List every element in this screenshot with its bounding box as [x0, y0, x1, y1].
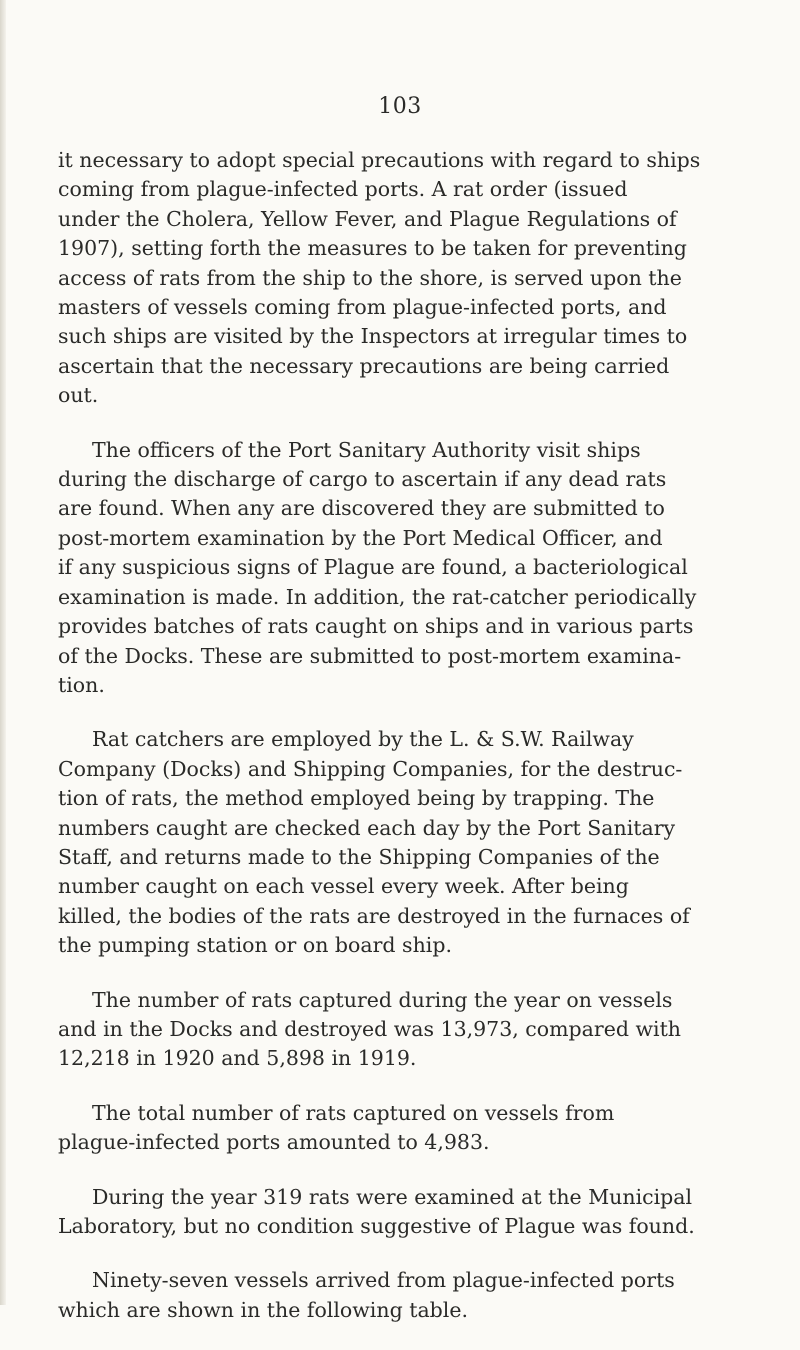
text-line: coming from plague-infected ports. A rat order (issued: [58, 177, 628, 202]
text-line: number caught on each vessel every week. After being: [58, 874, 629, 899]
text-line: Staff, and returns made to the Shipping Companies of the: [58, 844, 660, 869]
text-line: are found. When any are discovered they are submitted to: [58, 496, 665, 521]
text-line: The officers of the Port Sanitary Authority visit ships: [92, 437, 641, 462]
text-line: during the discharge of cargo to ascertain if any dead rats: [58, 467, 667, 492]
text-line: 1907), setting forth the measures to be taken for preventing: [58, 236, 687, 261]
paragraph-port-officers: [58, 436, 786, 701]
text-line: under the Cholera, Yellow Fever, and Plague Regulations of: [58, 206, 677, 231]
text-line: which are shown in the following table.: [58, 1297, 468, 1322]
text-line: if any suspicious signs of Plague are found, a bacteriological: [58, 555, 688, 580]
text-line: The total number of rats captured on vessels from: [92, 1100, 615, 1125]
paragraph-rats-captured: [58, 986, 786, 1074]
text-line: plague-infected ports amounted to 4,983.: [58, 1130, 490, 1155]
text-line: Laboratory, but no condition suggestive of Plague was found.: [58, 1214, 695, 1238]
text-line: The number of rats captured during the year on vessels: [92, 987, 673, 1012]
paragraph-rat-catchers: [58, 725, 786, 960]
text-line: killed, the bodies of the rats are destroyed in the furnaces of: [58, 903, 690, 928]
text-line: masters of vessels coming from plague-infected ports, and: [58, 295, 667, 320]
text-line: tion.: [58, 672, 105, 697]
text-line: examination is made. In addition, the rat-catcher periodically: [58, 584, 697, 609]
text-line: Company (Docks) and Shipping Companies, for the destruc-: [58, 756, 683, 781]
text-line: post-mortem examination by the Port Medical Officer, and: [58, 525, 663, 550]
paragraph-vessels-arrived: [58, 1266, 786, 1325]
text-line: provides batches of rats caught on ships and in various parts: [58, 614, 694, 639]
text-line: of the Docks. These are submitted to post-mortem examina-: [58, 643, 682, 668]
text-line: numbers caught are checked each day by the Port Sanitary: [58, 815, 676, 840]
page-number: 103: [378, 94, 422, 119]
text-line: tion of rats, the method employed being by trapping. The: [58, 786, 655, 811]
text-line: it necessary to adopt special precautions with regard to ships: [58, 148, 701, 172]
text-line: the pumping station or on board ship.: [58, 933, 452, 958]
text-line: 12,218 in 1920 and 5,898 in 1919.: [58, 1046, 417, 1071]
body-text: [58, 146, 786, 1350]
paragraph-rat-order: [58, 146, 786, 411]
text-line: and in the Docks and destroyed was 13,973, compared with: [58, 1016, 682, 1041]
paragraph-laboratory: [58, 1183, 786, 1242]
text-line: access of rats from the ship to the shore, is served upon the: [58, 265, 682, 290]
page-edge: [0, 0, 6, 1305]
paragraph-total-captured: [58, 1099, 786, 1158]
text-line: such ships are visited by the Inspectors at irregular times to: [58, 324, 688, 349]
text-line: out.: [58, 383, 99, 408]
text-line: Ninety-seven vessels arrived from plague-infected ports: [92, 1268, 675, 1293]
text-line: Rat catchers are employed by the L. & S.W. Railway: [92, 727, 634, 752]
text-line: During the year 319 rats were examined at the Municipal: [92, 1184, 693, 1209]
text-line: ascertain that the necessary precautions are being carried: [58, 353, 670, 378]
